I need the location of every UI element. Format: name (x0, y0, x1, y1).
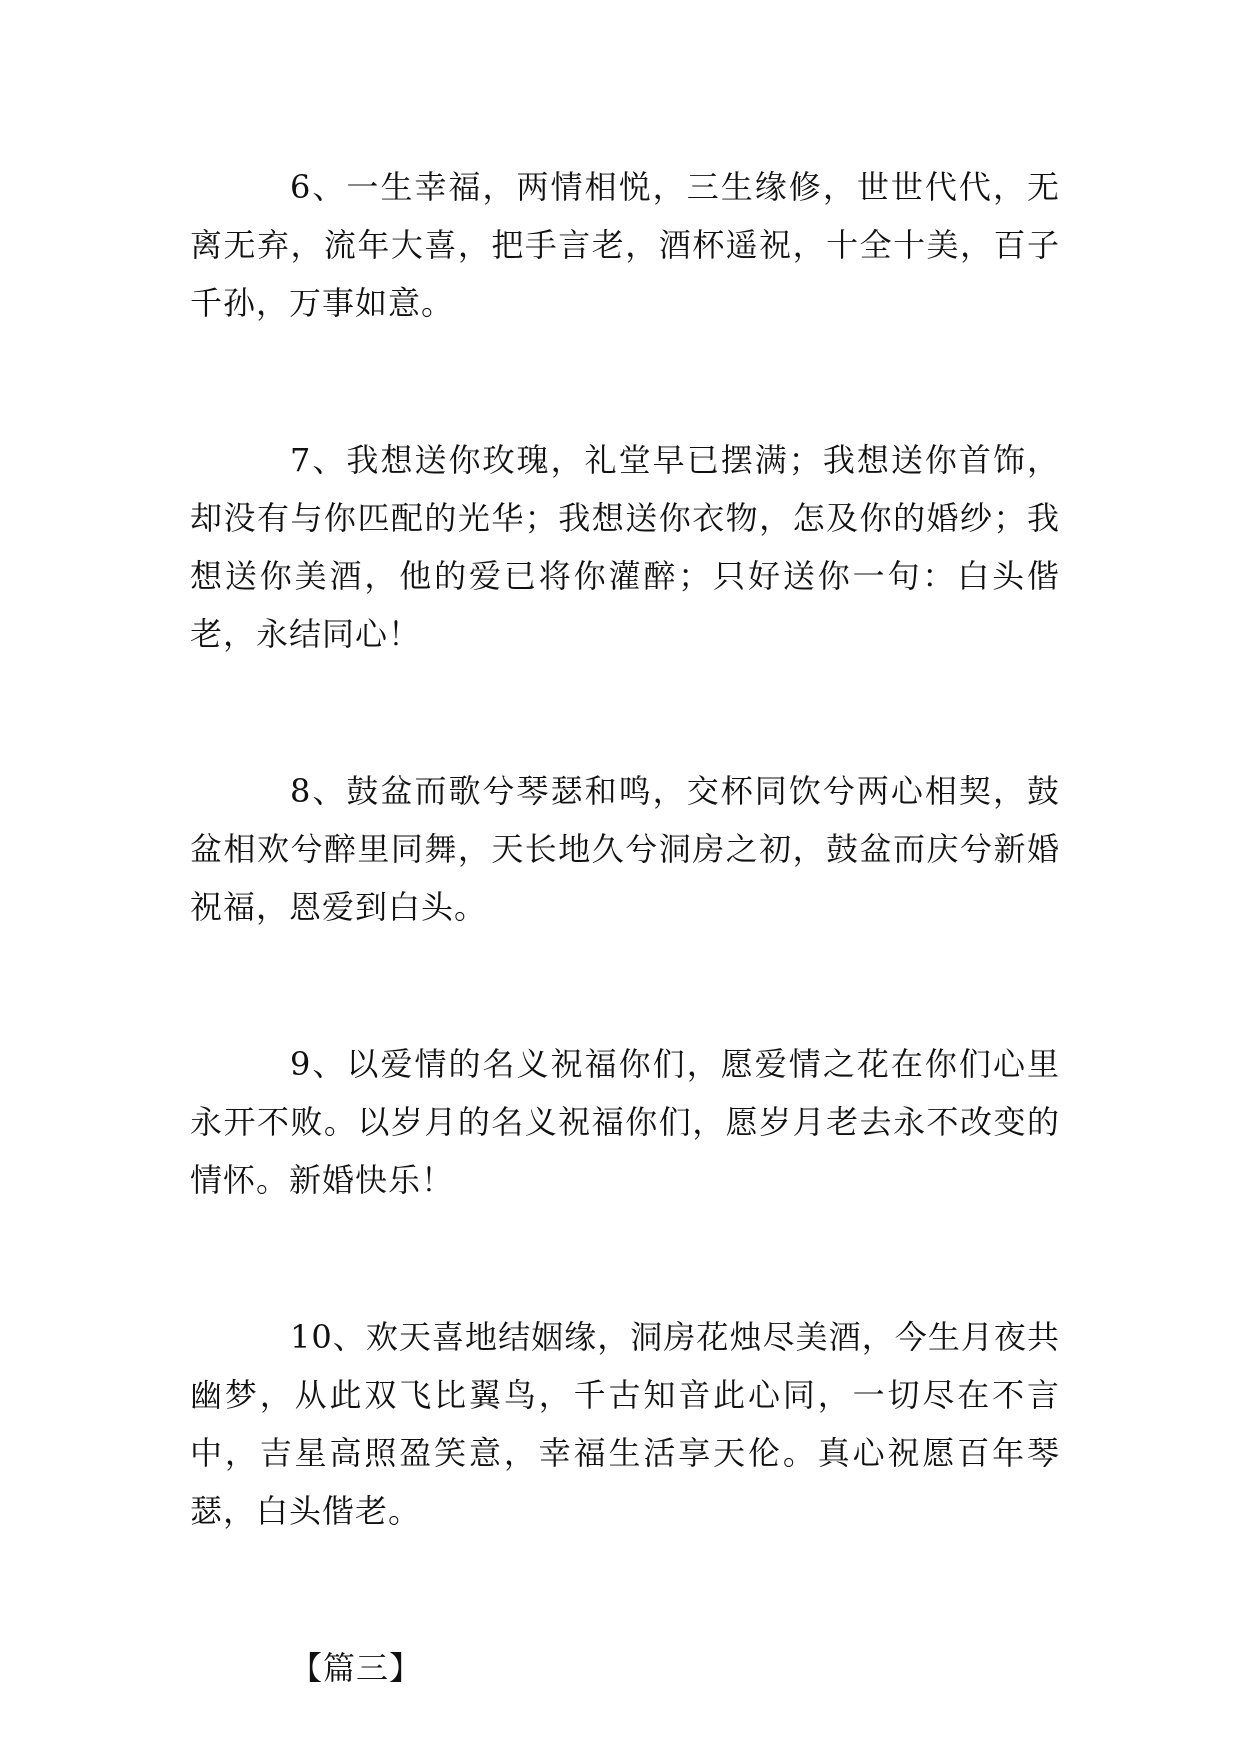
paragraph-10: 10、欢天喜地结姻缘，洞房花烛尽美酒，今生月夜共幽梦，从此双飞比翼鸟，千古知音此心同，一切尽在不言中，吉星高照盈笑意，幸福生活享天伦。真心祝愿百年琴瑟，白头偕老。 (190, 1318, 1060, 1530)
paragraph-6: 6、一生幸福，两情相悦，三生缘修，世世代代，无离无弃，流年大喜，把手言老，酒杯遥祝，十全十美，百子千孙，万事如意。 (190, 168, 1060, 322)
section-title: 【篇三】 (290, 1649, 423, 1687)
paragraph-7: 7、我想送你玫瑰，礼堂早已摆满；我想送你首饰，却没有与你匹配的光华；我想送你衣物，怎及你的婚纱；我想送你美酒，他的爱已将你灌醉；只好送你一句：白头偕老，永结同心！ (190, 441, 1060, 653)
paragraph-8: 8、鼓盆而歌兮琴瑟和鸣，交杯同饮兮两心相契，鼓盆相欢兮醉里同舞，天长地久兮洞房之初，鼓盆而庆兮新婚祝福，恩爱到白头。 (190, 772, 1060, 926)
paragraph-9: 9、以爱情的名义祝福你们，愿爱情之花在你们心里永开不败。以岁月的名义祝福你们，愿岁月老去永不改变的情怀。新婚快乐！ (190, 1045, 1060, 1199)
document-body (190, 158, 1060, 1697)
